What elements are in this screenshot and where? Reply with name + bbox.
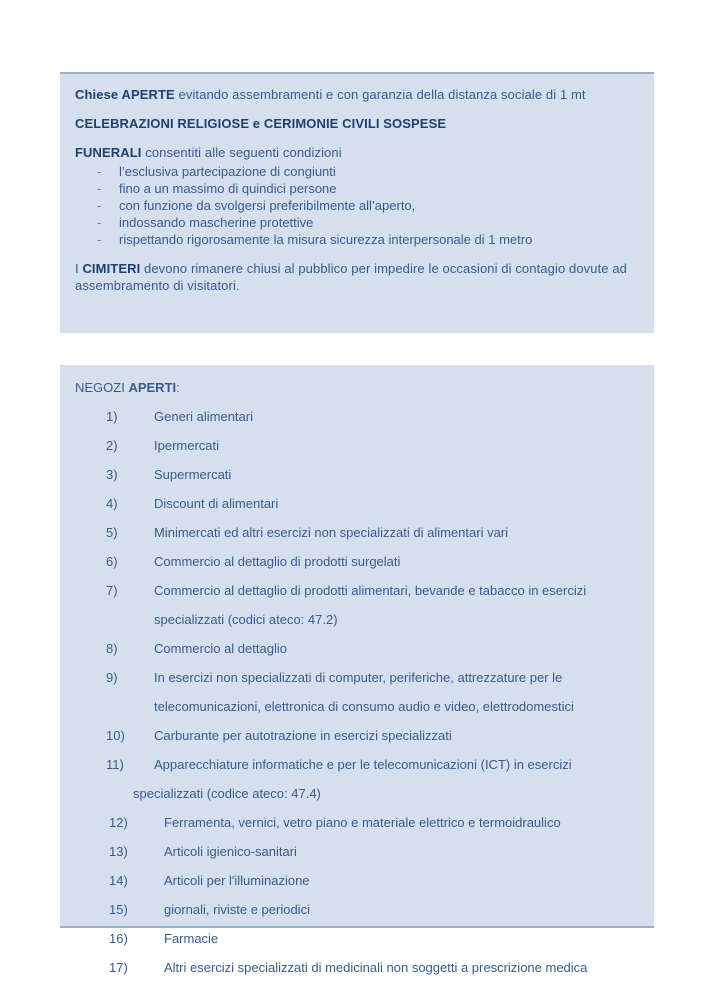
list-item-label: con funzione da svolgersi preferibilmente all’aperto, — [119, 198, 416, 213]
spacer — [68, 248, 640, 260]
list-item — [68, 866, 640, 895]
list-item-label: Commercio al dettaglio di prodotti alimentari, bevande e tabacco in esercizi — [154, 583, 587, 598]
list-item-number: 12) — [109, 815, 128, 830]
list-item — [68, 808, 640, 837]
list-item-number: 9) — [106, 670, 118, 685]
list-item — [68, 634, 640, 663]
list-item-number: 15) — [109, 902, 128, 917]
cimiteri-rest-text: devono rimanere chiusi al pubblico per impedire le occasioni di contagio dovute ad assembramento di visitatori. — [75, 261, 627, 293]
list-item — [68, 214, 640, 231]
list-item — [68, 396, 640, 431]
list-item-label: Ipermercati — [154, 438, 220, 453]
list-item-number: 16) — [109, 931, 128, 946]
list-item-number: 5) — [106, 525, 118, 540]
spacer — [68, 132, 640, 144]
negozi-heading-bold: APERTI — [128, 380, 177, 395]
list-item-number: 13) — [109, 844, 128, 859]
list-item — [68, 750, 640, 808]
list-item-label: In esercizi non specializzati di computer, periferiche, attrezzature per le — [154, 670, 563, 685]
paragraph-chiese — [68, 86, 640, 103]
list-item-number: 11) — [106, 757, 124, 772]
list-item-label: Minimercati ed altri esercizi non specializzati di alimentari vari — [154, 525, 509, 540]
list-item-continuation: specializzati (codici ateco: 47.2) — [154, 612, 338, 627]
list-item-label: Carburante per autotrazione in esercizi specializzati — [154, 728, 452, 743]
list-item-label: Altri esercizi specializzati di medicinali non soggetti a prescrizione medica — [164, 960, 588, 975]
chiese-rest-text: evitando assembramenti e con garanzia della distanza sociale di 1 mt — [174, 87, 586, 102]
list-item-number: 6) — [106, 554, 118, 569]
list-item — [68, 431, 640, 460]
negozi-heading-suffix: : — [176, 380, 180, 395]
list-item-number: 4) — [106, 496, 118, 511]
list-item-number: 1) — [106, 409, 118, 424]
dash-bullet-icon: - — [97, 215, 102, 230]
info-box-negozi-aperti — [60, 365, 654, 975]
list-item — [68, 547, 640, 576]
list-item-label: Ferramenta, vernici, vetro piano e materiale elettrico e termoidraulico — [164, 815, 561, 830]
list-item-label: Generi alimentari — [154, 409, 253, 424]
chiese-bold-label: Chiese APERTE — [75, 87, 175, 102]
paragraph-cimiteri — [68, 260, 640, 294]
list-item — [68, 895, 640, 924]
list-item — [68, 163, 640, 180]
list-item-continuation: telecomunicazioni, elettronica di consumo audio e video, elettrodomestici — [154, 699, 574, 714]
negozi-heading-plain: NEGOZI — [75, 380, 129, 395]
cimiteri-prefix-text: I — [75, 261, 83, 276]
list-item-label: Articoli per l'illuminazione — [164, 873, 310, 888]
list-item-label: Commercio al dettaglio di prodotti surgelati — [154, 554, 401, 569]
list-item-label: Articoli igienico-sanitari — [164, 844, 297, 859]
dash-bullet-icon: - — [97, 164, 102, 179]
list-item-label: rispettando rigorosamente la misura sicurezza interpersonale di 1 metro — [119, 232, 533, 247]
list-item — [68, 953, 640, 982]
list-item-number: 3) — [106, 467, 118, 482]
list-item — [68, 460, 640, 489]
cimiteri-bold-label: CIMITERI — [82, 261, 141, 276]
list-item-label: l’esclusiva partecipazione di congiunti — [119, 164, 336, 179]
dash-bullet-icon: - — [97, 181, 102, 196]
negozi-heading — [68, 379, 640, 396]
list-item-label: fino a un massimo di quindici persone — [119, 181, 337, 196]
list-item — [68, 576, 640, 634]
funerali-conditions-list — [68, 163, 640, 248]
list-item — [68, 518, 640, 547]
list-item-label: Farmacie — [164, 931, 219, 946]
list-item-number: 10) — [106, 728, 125, 743]
paragraph-funerali — [68, 144, 640, 161]
funerali-rest-text: consentiti alle seguenti condizioni — [141, 145, 342, 160]
spacer — [68, 103, 640, 115]
list-item-continuation: specializzati (codice ateco: 47.4) — [133, 786, 321, 801]
list-item-label: Apparecchiature informatiche e per le telecomunicazioni (ICT) in esercizi — [154, 757, 572, 772]
info-box-chiese-funerali — [60, 72, 654, 333]
list-item — [68, 197, 640, 214]
dash-bullet-icon: - — [97, 232, 102, 247]
list-item-label: giornali, riviste e periodici — [164, 902, 310, 917]
list-item-label: Discount di alimentari — [154, 496, 279, 511]
list-item-label: Supermercati — [154, 467, 232, 482]
list-item — [68, 663, 640, 721]
list-item — [68, 231, 640, 248]
dash-bullet-icon: - — [97, 198, 102, 213]
list-item — [68, 837, 640, 866]
negozi-aperti-list — [68, 396, 640, 982]
list-item-number: 2) — [106, 438, 118, 453]
list-item-number: 17) — [109, 960, 128, 975]
list-item — [68, 721, 640, 750]
list-item-number: 8) — [106, 641, 118, 656]
list-item-label: indossando mascherine protettive — [119, 215, 314, 230]
funerali-bold-label: FUNERALI — [75, 145, 142, 160]
list-item-number: 7) — [106, 583, 118, 598]
list-item — [68, 489, 640, 518]
list-item-label: Commercio al dettaglio — [154, 641, 287, 656]
list-item — [68, 180, 640, 197]
list-item — [68, 924, 640, 953]
paragraph-celebrazioni: CELEBRAZIONI RELIGIOSE e CERIMONIE CIVILI SOSPESE — [75, 116, 447, 131]
list-item-number: 14) — [109, 873, 128, 888]
